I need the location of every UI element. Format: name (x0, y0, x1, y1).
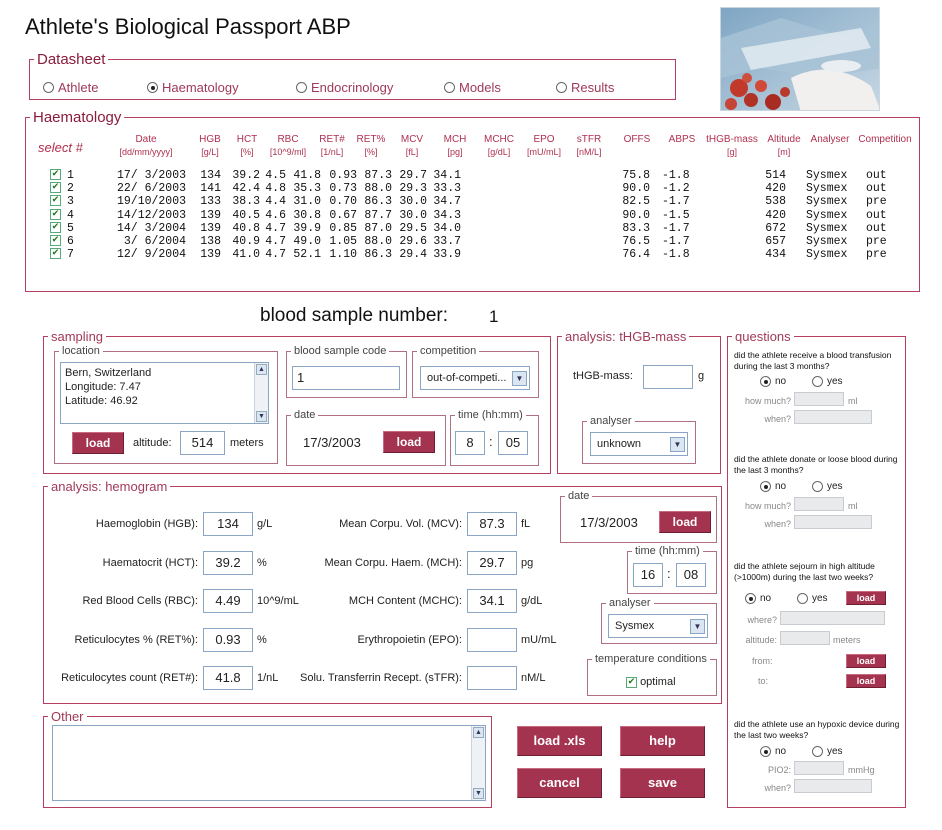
q3-from-load-button[interactable]: load (846, 654, 886, 668)
q2-unit: ml (848, 501, 858, 511)
hemogram-time-hour-input[interactable]: 16 (633, 563, 663, 587)
question-hypoxic-device: did the athlete use an hypoxic device during the last two weeks? (734, 719, 900, 740)
cell-abps: -1.8 (662, 248, 690, 262)
radio-label: no (775, 481, 787, 492)
cell-rbc: 4.7 (265, 248, 286, 262)
row-select-checkbox[interactable]: ✔ (51, 169, 60, 179)
radio-label: Results (571, 80, 615, 95)
cell-rbc: 4.5 (265, 169, 286, 182)
cell-alt: 514 (765, 169, 786, 182)
col-header-rbc: RBC [10^9/ml] (269, 134, 307, 157)
cell-date: 3/ 6/2004 (123, 235, 186, 248)
other-textarea[interactable] (52, 725, 486, 801)
temperature-legend: temperature conditions (595, 653, 707, 665)
radio-haematology[interactable] (147, 80, 239, 95)
cell-retn: 41.8 (293, 169, 321, 182)
col-header-offs: OFFS (623, 134, 651, 145)
radio-circle (797, 593, 808, 604)
cell-abps: -1.7 (662, 195, 690, 209)
hemogram-field-input[interactable]: 29.7 (467, 551, 517, 575)
q4-unit: mmHg (848, 765, 875, 775)
radio-circle (444, 82, 455, 93)
row-select-checkbox[interactable]: ✔ (51, 235, 60, 245)
other-scrollbar[interactable] (471, 726, 485, 800)
q4-when-label: when? (764, 783, 791, 793)
radio-label: no (760, 593, 772, 604)
cell-date: 22/ 6/2003 (116, 182, 186, 196)
hemogram-field-label: Mean Corpu. Haem. (MCH): (324, 556, 462, 569)
cell-retn: 35.3 (293, 182, 321, 196)
cell-mchc: 33.3 (433, 182, 461, 196)
radio-label: Endocrinology (311, 80, 394, 95)
row-select-checkbox[interactable]: ✔ (51, 221, 60, 232)
cell-mch: 29.3 (399, 182, 427, 196)
datasheet-legend: Datasheet (37, 51, 106, 68)
cell-rbc: 4.4 (265, 195, 286, 209)
radio-label: yes (827, 481, 843, 492)
q4-radio-no[interactable] (760, 746, 786, 757)
lab-photo-illustration (721, 8, 880, 111)
hemogram-field-input[interactable]: 134 (203, 512, 253, 536)
cell-offs: 83.3 (622, 221, 650, 235)
q2-when-label: when? (764, 519, 791, 529)
cell-rbc: 4.8 (265, 182, 286, 196)
altitude-label: altitude: (133, 437, 172, 449)
col-header-thgb: tHGB-mass [g] (706, 134, 758, 157)
hemogram-field-input[interactable]: 0.93 (203, 628, 253, 652)
col-header-altitude: Altitude [m] (767, 134, 801, 157)
q1-how-much-input[interactable] (794, 392, 844, 406)
hemogram-field-label: Reticulocytes % (RET%): (74, 633, 198, 646)
cell-analyser: Sysmex (806, 221, 848, 235)
q2-radio-yes[interactable] (812, 481, 843, 492)
cell-comp: pre (866, 195, 887, 209)
cell-hct: 41.0 (232, 248, 260, 262)
chevron-down-icon[interactable]: ▼ (512, 371, 527, 386)
hemogram-analyser-legend: analyser (609, 597, 651, 609)
blood-sample-code-input[interactable]: 1 (292, 366, 400, 390)
cell-comp: pre (866, 248, 887, 262)
hemogram-field-label: Erythropoietin (EPO): (357, 633, 462, 646)
q4-radio-yes[interactable] (812, 746, 843, 757)
q3-altitude-input[interactable] (780, 631, 830, 645)
cell-hgb: 141 (200, 182, 221, 196)
q4-pio2-label: PIO2: (767, 765, 791, 775)
cell-retp: 0.85 (329, 221, 357, 235)
sampling-time-legend: time (hh:mm) (458, 409, 523, 421)
q2-when-input[interactable] (794, 515, 872, 529)
cell-mchc: 34.0 (433, 221, 461, 235)
competition-select[interactable] (420, 366, 530, 390)
cell-hgb: 139 (200, 208, 221, 222)
hemogram-analyser-value: Sysmex (615, 620, 655, 632)
time-separator: : (489, 434, 493, 449)
q4-when-input[interactable] (794, 779, 872, 793)
radio-label: no (775, 746, 787, 757)
cell-alt: 420 (765, 208, 786, 222)
col-header-mcv: MCV [fL] (400, 134, 424, 157)
q3-where-input[interactable] (780, 611, 885, 625)
blood-sample-number-label: blood sample number: (260, 305, 448, 326)
radio-label: no (775, 376, 787, 387)
q1-how-much-label: how much? (744, 396, 791, 406)
hemogram-field-input[interactable] (467, 628, 517, 652)
hemogram-field-label: Haematocrit (HCT): (102, 556, 198, 569)
cell-offs: 76.5 (622, 235, 650, 248)
cell-comp: out (866, 208, 887, 222)
location-line: Bern, Switzerland (65, 367, 152, 379)
hemogram-date-value: 17/3/2003 (580, 515, 638, 530)
hemogram-time-minute-input[interactable]: 08 (676, 563, 706, 587)
radio-models[interactable] (444, 80, 501, 95)
cell-abps: -1.8 (662, 169, 690, 182)
cell-offs: 75.8 (622, 169, 650, 182)
sampling-time-minute-input[interactable]: 05 (498, 431, 528, 455)
thgb-mass-input[interactable] (643, 365, 693, 389)
radio-circle (812, 376, 823, 387)
thgb-analyser-legend: analyser (590, 415, 632, 427)
cell-alt: 538 (765, 195, 786, 209)
col-header-mch: MCH [pg] (443, 134, 467, 157)
cell-mcv: 87.3 (364, 169, 392, 182)
hemogram-field-label: Haemoglobin (HGB): (95, 518, 198, 530)
thgb-mass-unit: g (698, 370, 705, 382)
cell-analyser: Sysmex (806, 195, 848, 209)
cell-offs: 76.4 (622, 248, 650, 262)
question-high-altitude: did the athlete sejourn in high altitude (>1000m) during the last two weeks? (734, 561, 875, 582)
col-header-abps: ABPS (668, 134, 696, 145)
chevron-down-icon[interactable]: ▼ (690, 619, 705, 634)
hemogram-date-load-button[interactable]: load (659, 511, 711, 533)
radio-circle-selected (760, 481, 771, 492)
radio-circle-selected (760, 376, 771, 387)
radio-circle-selected (745, 593, 756, 604)
col-header-retn: RET# [1/nL] (319, 134, 345, 157)
cell-mcv: 88.0 (364, 182, 392, 196)
cell-comp: out (866, 169, 887, 182)
cell-offs: 90.0 (622, 208, 650, 222)
hemogram-field-unit: % (257, 556, 267, 569)
cell-rbc: 4.7 (265, 221, 286, 235)
cell-mchc: 34.7 (433, 195, 461, 209)
cell-mchc: 33.9 (433, 248, 461, 262)
radio-label: yes (827, 376, 843, 387)
q1-unit: ml (848, 396, 858, 406)
q2-how-much-label: how much? (744, 501, 791, 511)
row-number: 3 (67, 195, 74, 209)
row-number: 1 (67, 169, 74, 182)
cell-mchc: 34.1 (433, 169, 461, 182)
cell-abps: -1.2 (662, 182, 690, 196)
row-number: 2 (67, 182, 74, 196)
row-number: 7 (67, 248, 74, 262)
location-textarea[interactable] (60, 362, 269, 424)
hemogram-field-label: Solu. Transferrin Recept. (sTFR): (300, 672, 462, 684)
scroll-down-icon[interactable]: ▼ (473, 788, 484, 799)
other-legend: Other (51, 709, 84, 724)
cell-mch: 30.0 (399, 208, 427, 222)
cell-abps: -1.7 (662, 235, 690, 248)
cell-retp: 0.73 (329, 182, 357, 196)
cell-retn: 52.1 (293, 248, 321, 262)
cell-retn: 39.9 (293, 221, 321, 235)
cell-hct: 40.9 (232, 235, 260, 248)
cell-retp: 0.67 (329, 208, 357, 222)
row-number: 4 (67, 208, 74, 222)
sampling-date-legend: date (294, 409, 316, 421)
cell-hgb: 138 (200, 235, 221, 248)
q3-load-button[interactable]: load (846, 591, 886, 605)
cell-hgb: 139 (200, 248, 221, 262)
q3-radio-yes[interactable] (797, 593, 828, 604)
radio-label: Athlete (58, 80, 99, 95)
hemogram-field-label: Mean Corpu. Vol. (MCV): (339, 518, 462, 530)
location-line: Latitude: 46.92 (65, 395, 138, 407)
q1-when-label: when? (764, 414, 791, 424)
col-header-hgb: HGB [g/L] (199, 134, 221, 157)
scroll-down-icon[interactable]: ▼ (256, 411, 267, 422)
scroll-up-icon[interactable]: ▲ (256, 364, 267, 375)
question-transfusion: did the athlete receive a blood transfusion during the last 3 months? (734, 350, 892, 371)
temperature-fieldset (587, 654, 717, 696)
cell-date: 14/12/2003 (116, 208, 186, 222)
col-header-stfr: sTFR [nM/L] (576, 134, 602, 157)
app-title: Athlete's Biological Passport ABP (25, 14, 351, 39)
cell-mcv: 86.3 (364, 248, 392, 262)
cell-rbc: 4.6 (265, 208, 286, 222)
cell-hct: 42.4 (232, 182, 260, 196)
cell-alt: 672 (765, 221, 786, 235)
hemogram-field-input[interactable]: 4.49 (203, 589, 253, 613)
q1-radio-yes[interactable] (812, 376, 843, 387)
col-header-hct: HCT [%] (236, 134, 258, 157)
cell-mch: 29.6 (399, 235, 427, 248)
col-header-date: Date [dd/mm/yyyy] (119, 134, 173, 157)
hemogram-time-legend: time (hh:mm) (635, 545, 700, 557)
hemogram-field-label: MCH Content (MCHC): (348, 595, 462, 607)
cell-mcv: 87.0 (364, 221, 392, 235)
hemogram-field-unit: g/L (257, 518, 273, 530)
hemogram-field-label: Red Blood Cells (RBC): (82, 595, 198, 607)
cell-analyser: Sysmex (806, 248, 848, 262)
altitude-input[interactable]: 514 (180, 431, 225, 455)
q2-radio-no[interactable] (760, 481, 786, 492)
cell-analyser: Sysmex (806, 169, 848, 182)
q3-where-label: where? (747, 615, 777, 625)
cell-mchc: 34.3 (433, 208, 461, 222)
hemogram-date-legend: date (568, 490, 590, 502)
q3-radio-no[interactable] (745, 593, 771, 604)
cell-retp: 1.10 (329, 248, 357, 262)
help-button[interactable]: help (620, 726, 705, 756)
time-separator: : (667, 566, 671, 581)
header-photo (720, 7, 880, 111)
competition-select-value: out-of-competi... (427, 372, 507, 384)
q3-altitude-unit: meters (833, 635, 861, 645)
temperature-optimal-checkbox[interactable] (626, 676, 676, 688)
cell-comp: out (866, 182, 887, 196)
hemogram-field-input[interactable]: 41.8 (203, 666, 253, 690)
radio-label: yes (827, 746, 843, 757)
hemogram-field-unit: fL (521, 518, 531, 530)
cell-rbc: 4.7 (265, 235, 286, 248)
cell-hct: 38.3 (232, 195, 260, 209)
sampling-legend: sampling (51, 329, 104, 344)
location-scrollbar[interactable] (254, 363, 268, 423)
sampling-time-hour-input[interactable]: 8 (455, 431, 485, 455)
radio-circle (43, 82, 54, 93)
checkbox-checked-icon[interactable]: ✔ (627, 676, 636, 687)
cell-comp: pre (866, 235, 887, 248)
row-select-checkbox[interactable]: ✔ (51, 182, 60, 193)
row-select-checkbox[interactable]: ✔ (51, 195, 60, 206)
hemogram-field-input[interactable]: 39.2 (203, 551, 253, 575)
cell-analyser: Sysmex (806, 235, 848, 248)
hemogram-field-input[interactable] (467, 666, 517, 690)
save-button[interactable]: save (620, 768, 705, 798)
cell-mch: 30.0 (399, 195, 427, 209)
cell-hct: 40.5 (232, 208, 260, 222)
cell-alt: 657 (765, 235, 786, 248)
cell-retn: 49.0 (293, 235, 321, 248)
competition-legend: competition (420, 345, 477, 357)
cell-abps: -1.5 (662, 208, 690, 222)
cell-mch: 29.4 (399, 248, 427, 262)
hemogram-field-input[interactable]: 87.3 (467, 512, 517, 536)
radio-circle (556, 82, 567, 93)
thgb-legend: analysis: tHGB-mass (565, 329, 687, 344)
hemogram-field-unit: pg (521, 556, 534, 569)
cell-hct: 39.2 (232, 169, 260, 182)
hemogram-field-input[interactable]: 34.1 (467, 589, 517, 613)
altitude-unit: meters (230, 437, 264, 449)
radio-circle (812, 481, 823, 492)
radio-athlete[interactable] (43, 80, 98, 95)
q3-to-load-button[interactable]: load (846, 674, 886, 688)
cell-date: 14/ 3/2004 (116, 221, 186, 235)
cell-offs: 90.0 (622, 182, 650, 196)
hemogram-field-label: Reticulocytes count (RET#): (61, 672, 198, 684)
q3-to-label: to: (758, 676, 769, 686)
row-number: 6 (67, 235, 74, 248)
hemogram-legend: analysis: hemogram (51, 479, 168, 494)
radio-circle (296, 82, 307, 93)
cell-hgb: 133 (200, 195, 221, 209)
radio-endocrinology[interactable] (296, 80, 393, 95)
cell-offs: 82.5 (622, 195, 650, 209)
cell-retp: 0.70 (329, 195, 357, 209)
row-select-checkbox[interactable]: ✔ (51, 208, 60, 219)
cell-comp: out (866, 221, 887, 235)
hemogram-analyser-select[interactable] (608, 614, 708, 638)
cell-retp: 1.05 (329, 235, 357, 248)
hemogram-field-unit: nM/L (521, 672, 546, 684)
location-line: Longitude: 7.47 (65, 381, 141, 393)
col-header-analyser: Analyser (810, 134, 850, 145)
sampling-date-load-button[interactable]: load (383, 431, 435, 453)
cancel-button[interactable]: cancel (517, 768, 602, 798)
question-blood-donation: did the athlete donate or loose blood during the last 3 months? (734, 454, 898, 475)
radio-circle-selected (760, 746, 771, 757)
cell-mchc: 33.7 (433, 235, 461, 248)
row-select-checkbox[interactable]: ✔ (51, 248, 60, 259)
cell-mch: 29.5 (399, 221, 427, 235)
cell-retp: 0.93 (329, 169, 357, 182)
q3-altitude-label: altitude: (745, 635, 777, 645)
col-header-competition: Competition (858, 134, 912, 145)
location-legend: location (62, 345, 100, 357)
sampling-date-value: 17/3/2003 (303, 435, 361, 450)
q4-pio2-input[interactable] (794, 761, 844, 775)
row-number: 5 (67, 221, 74, 235)
radio-label: yes (812, 593, 828, 604)
cell-alt: 420 (765, 182, 786, 196)
q1-radio-no[interactable] (760, 376, 786, 387)
q2-how-much-input[interactable] (794, 497, 844, 511)
hemogram-field-unit: mU/mL (521, 633, 557, 646)
cell-date: 12/ 9/2004 (116, 248, 186, 262)
select-header: select # (38, 140, 83, 155)
haematology-legend: Haematology (33, 109, 122, 126)
hemogram-field-unit: % (257, 633, 267, 646)
cell-hgb: 139 (200, 221, 221, 235)
hemogram-field-unit: 10^9/mL (257, 595, 299, 607)
thgb-analyser-value: unknown (597, 438, 642, 450)
radio-circle-selected (147, 82, 158, 93)
q3-from-label: from: (752, 656, 773, 666)
location-load-button[interactable]: load (72, 432, 124, 454)
cell-mcv: 87.7 (364, 208, 392, 222)
hemogram-field-unit: 1/nL (257, 672, 279, 684)
cell-mcv: 88.0 (364, 235, 392, 248)
hemogram-field-unit: g/dL (521, 595, 543, 607)
load-xls-button[interactable]: load .xls (517, 726, 602, 756)
q1-when-input[interactable] (794, 410, 872, 424)
questions-legend: questions (735, 329, 791, 344)
cell-date: 17/ 3/2003 (116, 169, 186, 182)
blood-sample-number-value: 1 (489, 307, 499, 326)
cell-mch: 29.7 (399, 169, 427, 182)
cell-analyser: Sysmex (806, 208, 848, 222)
cell-hct: 40.8 (232, 221, 260, 235)
thgb-analyser-select[interactable] (590, 432, 688, 456)
scroll-up-icon[interactable]: ▲ (473, 727, 484, 738)
col-header-retp: RET% [%] (356, 134, 386, 157)
cell-date: 19/10/2003 (116, 195, 186, 209)
radio-circle (812, 746, 823, 757)
col-header-mchc: MCHC [g/dL] (484, 134, 514, 157)
cell-analyser: Sysmex (806, 182, 848, 196)
cell-mcv: 86.3 (364, 195, 392, 209)
col-header-epo: EPO [mU/mL] (526, 134, 561, 157)
radio-results[interactable] (556, 80, 614, 95)
chevron-down-icon[interactable]: ▼ (670, 437, 685, 452)
radio-label: Haematology (162, 80, 239, 95)
cell-retn: 30.8 (293, 208, 321, 222)
cell-hgb: 134 (200, 169, 221, 182)
cell-alt: 434 (765, 248, 786, 262)
thgb-mass-label: tHGB-mass: (573, 370, 633, 382)
cell-abps: -1.7 (662, 221, 690, 235)
radio-label: Models (459, 80, 501, 95)
cell-retn: 31.0 (293, 195, 321, 209)
temperature-optimal-label: optimal (640, 676, 676, 688)
blood-sample-code-legend: blood sample code (294, 345, 387, 357)
